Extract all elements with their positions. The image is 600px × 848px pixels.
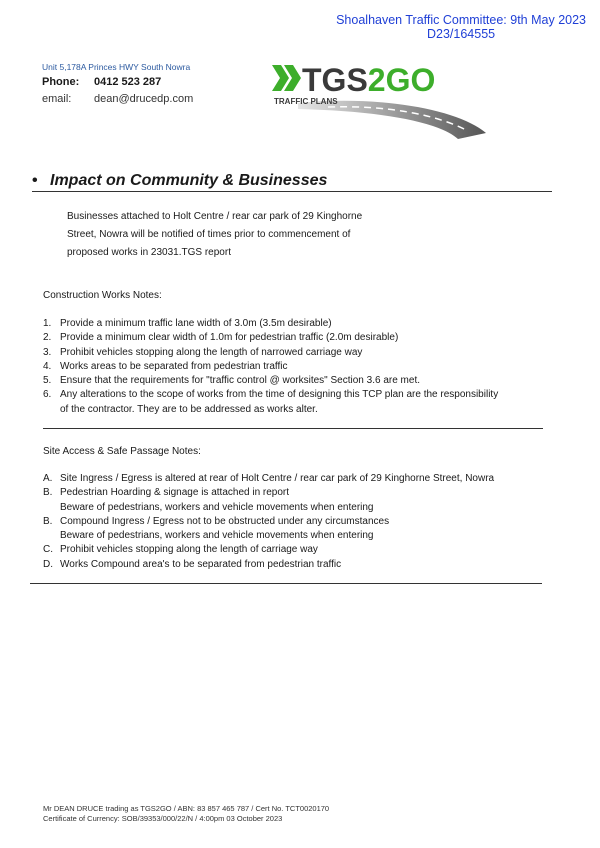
email-row bbox=[42, 93, 193, 105]
paragraph-line: Businesses attached to Holt Centre / rear car park of 29 Kinghorne bbox=[67, 211, 363, 222]
list-item: C. Prohibit vehicles stopping along the length of carriage way bbox=[43, 544, 318, 556]
section-heading bbox=[32, 172, 552, 192]
email-address: dean@drucedp.com bbox=[94, 93, 194, 105]
chevron-icon bbox=[272, 65, 301, 91]
list-item: 3. Prohibit vehicles stopping along the length of narrowed carriage way bbox=[43, 346, 363, 358]
list-item: B. Pedestrian Hoarding & signage is attached in report bbox=[43, 487, 290, 499]
road-graphic bbox=[298, 101, 486, 139]
community-paragraph bbox=[67, 208, 387, 262]
footer-certificate-line: Certificate of Currency: SOB/39353/000/22/N / 4:00pm 03 October 2023 bbox=[43, 814, 283, 823]
site-notes-title: Site Access & Safe Passage Notes: bbox=[43, 446, 201, 457]
footer bbox=[43, 804, 329, 824]
document-number: D23/164555 bbox=[426, 27, 496, 41]
divider bbox=[43, 428, 543, 429]
list-item: 6. Any alterations to the scope of works from the time of designing this TCP plan are the responsibility bbox=[43, 389, 499, 401]
list-item: Beware of pedestrians, workers and vehicle movements when entering bbox=[60, 530, 374, 542]
list-item: A. Site Ingress / Egress is altered at rear of Holt Centre / rear car park of 29 Kinghorne Street, Nowra bbox=[43, 473, 495, 484]
list-item: D. Works Compound area's to be separated from pedestrian traffic bbox=[43, 558, 342, 570]
tgs2go-logo bbox=[268, 61, 500, 141]
committee-reference bbox=[336, 13, 586, 41]
list-item: 5. Ensure that the requirements for "traffic control @ worksites" Section 3.6 are met. bbox=[43, 375, 420, 387]
site-notes-list bbox=[43, 472, 494, 572]
list-item: 1. Provide a minimum traffic lane width of 3.0m (3.5m desirable) bbox=[43, 318, 332, 329]
phone-number: 0412 523 287 bbox=[94, 76, 162, 88]
paragraph-line: proposed works in 23031.TGS report bbox=[67, 247, 231, 258]
construction-notes-title: Construction Works Notes: bbox=[43, 290, 162, 301]
email-label: email: bbox=[42, 93, 72, 105]
list-item: Beware of pedestrians, workers and vehicle movements when entering bbox=[60, 501, 374, 513]
footer-trading-line: Mr DEAN DRUCE trading as TGS2GO / ABN: 83 857 465 787 / Cert No. TCT0020170 bbox=[43, 804, 330, 813]
committee-date: Shoalhaven Traffic Committee: 9th May 2023 bbox=[336, 13, 586, 27]
list-item: of the contractor. They are to be addressed as works alter. bbox=[60, 403, 318, 415]
logo-subtitle: TRAFFIC PLANS bbox=[274, 97, 338, 106]
bullet-icon: • bbox=[32, 172, 38, 189]
section-title: Impact on Community & Businesses bbox=[50, 172, 328, 189]
list-item: 4. Works areas to be separated from pedestrian traffic bbox=[43, 360, 288, 372]
paragraph-line: Street, Nowra will be notified of times prior to commencement of bbox=[67, 229, 351, 240]
construction-notes-list bbox=[43, 317, 498, 417]
logo-wordmark: TGS2GO bbox=[302, 62, 436, 98]
phone-label: Phone: bbox=[42, 76, 80, 88]
company-address: Unit 5,178A Princes HWY South Nowra bbox=[42, 62, 191, 72]
phone-row bbox=[42, 76, 161, 88]
divider bbox=[30, 583, 542, 584]
list-item: 2. Provide a minimum clear width of 1.0m for pedestrian traffic (2.0m desirable) bbox=[43, 332, 399, 344]
list-item: B. Compound Ingress / Egress not to be obstructed under any circumstances bbox=[43, 515, 390, 527]
